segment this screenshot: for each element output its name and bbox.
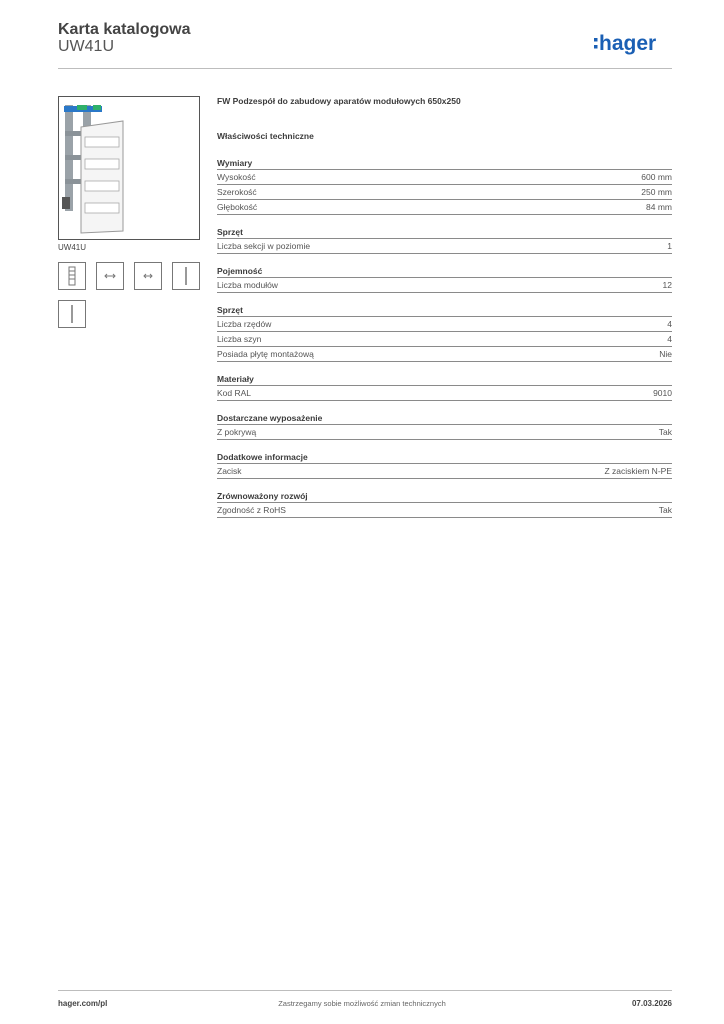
- section-dimensions: [217, 157, 672, 215]
- logo-text: hager: [599, 32, 657, 55]
- property-row: [217, 316, 672, 331]
- header-divider: [58, 68, 672, 69]
- property-label: Głębokość: [217, 202, 258, 212]
- property-row: [217, 184, 672, 199]
- property-value: 250 mm: [641, 187, 672, 197]
- property-row: [217, 331, 672, 346]
- property-value: 4: [667, 334, 672, 344]
- property-row: [217, 385, 672, 401]
- property-label: Zacisk: [217, 466, 242, 476]
- property-label: Liczba szyn: [217, 334, 262, 344]
- section-equipment-2: [217, 304, 672, 362]
- section-sustainability: [217, 490, 672, 518]
- property-row: [217, 346, 672, 362]
- section-title: Dodatkowe informacje: [217, 452, 308, 462]
- property-label: Liczba sekcji w poziomie: [217, 241, 311, 251]
- image-caption: UW41U: [58, 243, 87, 252]
- property-value: 1: [667, 241, 672, 251]
- property-label: Liczba rzędów: [217, 319, 272, 329]
- product-image: [58, 96, 200, 240]
- section-title: Sprzęt: [217, 227, 243, 237]
- page-title: Karta katalogowa: [58, 21, 191, 38]
- rack-front-icon[interactable]: [58, 262, 86, 290]
- property-value: 9010: [653, 388, 672, 398]
- property-row: [217, 277, 672, 293]
- property-label: Zgodność z RoHS: [217, 505, 286, 515]
- property-row: [217, 463, 672, 479]
- property-label: Liczba modułów: [217, 280, 278, 290]
- property-value: 12: [662, 280, 672, 290]
- product-code: UW41U: [58, 38, 115, 55]
- property-value: Tak: [658, 427, 672, 437]
- section-title: Wymiary: [217, 158, 253, 168]
- property-label: Wysokość: [217, 172, 256, 182]
- section-title: Pojemność: [217, 266, 263, 276]
- section-title: Materiały: [217, 374, 254, 384]
- section-capacity: [217, 265, 672, 293]
- depth-arrow-icon[interactable]: [134, 262, 162, 290]
- section-additional: [217, 451, 672, 479]
- property-value: Z zaciskiem N-PE: [604, 466, 672, 476]
- section-title: Sprzęt: [217, 305, 243, 315]
- property-value: 600 mm: [641, 172, 672, 182]
- property-row: [217, 169, 672, 184]
- footer-date: 07.03.2026: [631, 999, 672, 1008]
- property-label: Szerokość: [217, 187, 257, 197]
- properties-heading: Właściwości techniczne: [217, 131, 314, 141]
- property-value: 84 mm: [646, 202, 672, 212]
- footer-divider: [58, 990, 672, 991]
- property-row: [217, 238, 672, 254]
- width-arrow-icon[interactable]: [96, 262, 124, 290]
- property-value: Nie: [659, 349, 672, 359]
- product-title: FW Podzespół do zabudowy aparatów modułowych 650x250: [217, 96, 461, 106]
- property-row: [217, 502, 672, 518]
- property-row: [217, 199, 672, 215]
- section-equipment: [217, 226, 672, 254]
- section-title: Dostarczane wyposażenie: [217, 413, 323, 423]
- hager-logo: [594, 29, 674, 59]
- property-value: Tak: [658, 505, 672, 515]
- footer-website[interactable]: hager.com/pl: [58, 999, 108, 1008]
- section-included: [217, 412, 672, 440]
- property-label: Posiada płytę montażową: [217, 349, 314, 359]
- property-row: [217, 424, 672, 440]
- property-value: 4: [667, 319, 672, 329]
- footer-disclaimer: Zastrzegamy sobie możliwość zmian technicznych: [278, 999, 446, 1008]
- section-materials: [217, 373, 672, 401]
- property-label: Z pokrywą: [217, 427, 257, 437]
- technical-properties: [217, 157, 672, 529]
- rail-front-icon[interactable]: [58, 300, 86, 328]
- section-title: Zrównoważony rozwój: [217, 491, 308, 501]
- rail-side-icon[interactable]: [172, 262, 200, 290]
- property-label: Kod RAL: [217, 388, 252, 398]
